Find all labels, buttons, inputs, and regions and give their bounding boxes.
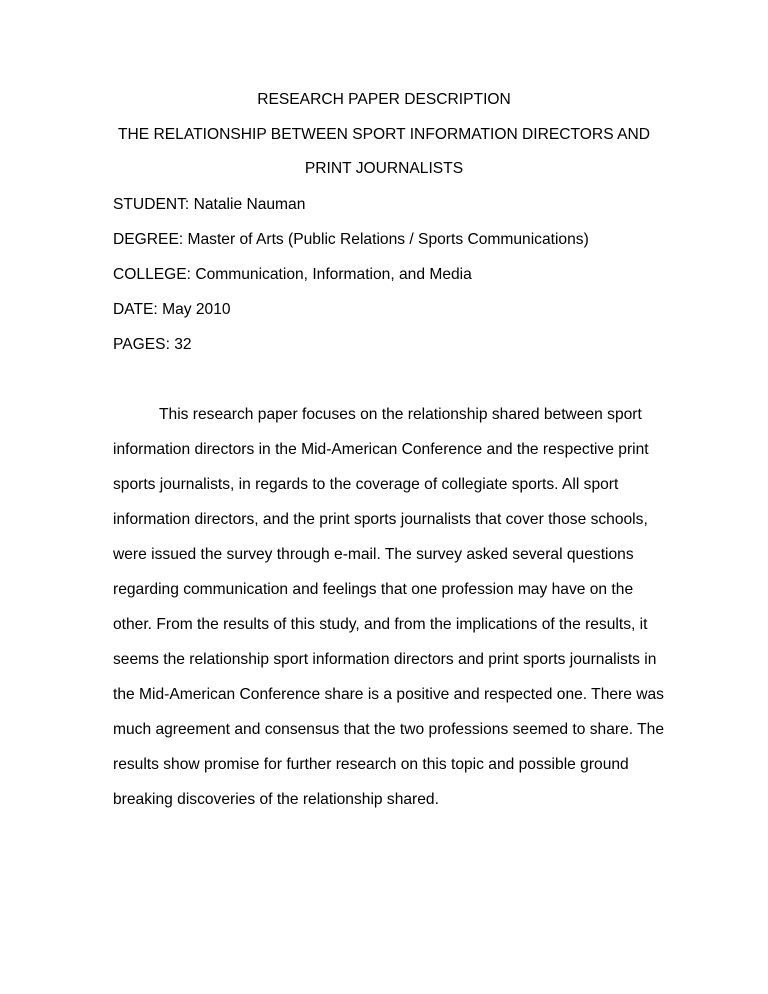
abstract-line: seems the relationship sport information directors and print sports journalists in: [113, 651, 657, 668]
abstract-line: were issued the survey through e-mail. The survey asked several questions: [113, 546, 634, 563]
date-field: DATE: May 2010: [113, 301, 231, 318]
student-field: STUDENT: Natalie Nauman: [113, 196, 306, 213]
abstract-line: sports journalists, in regards to the coverage of collegiate sports. All sport: [113, 476, 619, 493]
college-field: COLLEGE: Communication, Information, and Media: [113, 266, 472, 283]
abstract-line: results show promise for further research on this topic and possible ground: [113, 756, 629, 773]
abstract-line: other. From the results of this study, and from the implications of the results, it: [113, 616, 648, 633]
abstract-line: regarding communication and feelings that one profession may have on the: [113, 581, 634, 598]
paper-title-line-1: THE RELATIONSHIP BETWEEN SPORT INFORMATION DIRECTORS AND: [118, 126, 650, 143]
pages-field: PAGES: 32: [113, 336, 192, 353]
document-label: RESEARCH PAPER DESCRIPTION: [257, 91, 511, 108]
abstract-line: the Mid-American Conference share is a positive and respected one. There was: [113, 686, 664, 703]
degree-field: DEGREE: Master of Arts (Public Relations / Sports Communications): [113, 231, 589, 248]
paper-title-line-2: PRINT JOURNALISTS: [304, 160, 464, 177]
abstract-line: This research paper focuses on the relationship shared between sport: [159, 406, 642, 423]
abstract-line: information directors in the Mid-American Conference and the respective print: [113, 441, 649, 458]
abstract-line: breaking discoveries of the relationship shared.: [113, 791, 439, 808]
abstract-line: much agreement and consensus that the two professions seemed to share. The: [113, 721, 665, 738]
abstract-line: information directors, and the print sports journalists that cover those schools,: [113, 511, 648, 528]
